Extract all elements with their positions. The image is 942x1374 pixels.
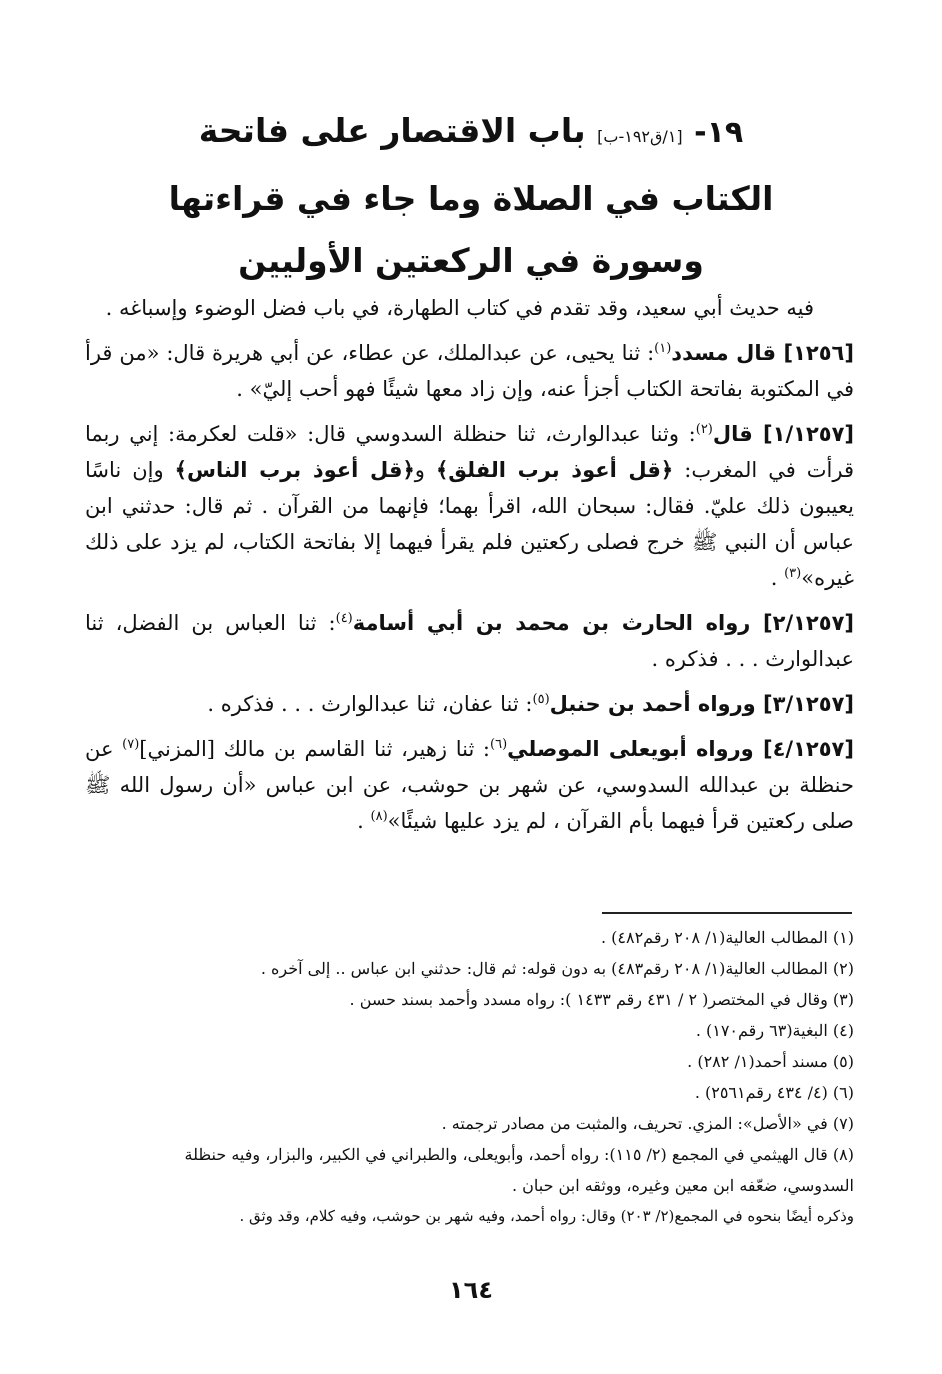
hadith-text: وإن ناسًا يعيبون ذلك عليّ. فقال: سبحان الله، اقرأ بهما؛ فإنهما من القرآن . ثم قال: حدثني ابن عباس أن النبي ﷺ خرج فصلى ركعتين فلم يقرأ فيهما إلا بفاتحة الكتاب، لم يزد على ذلك غيره» [85, 458, 854, 590]
chapter-title-part-2: الكتاب في الصلاة وما جاء في قراءتها [168, 179, 774, 218]
main-text [85, 290, 854, 848]
footnote-8: (٨) قال الهيثمي في المجمع (٢/ ١١٥): رواه أحمد، وأبويعلى، والطبراني في الكبير، والبزار، وفيه حنظلة [184, 1145, 854, 1164]
chapter-number: ١٩- [694, 115, 744, 150]
footnote-8-addendum: وذكره أيضًا بنحوه في المجمع(٢/ ٢٠٣) وقال: رواه أحمد، وفيه شهر بن حوشب، وفيه كلام، وقد وثق . [239, 1207, 854, 1225]
hadith-text: و [414, 458, 436, 482]
hadith-text: : وثنا عبدالوارث، ثنا حنظلة السدوسي قال: «قلت لعكرمة: إني ربما قرأت في المغرب: [85, 422, 854, 482]
footnote-5: (٥) مسند أحمد(١/ ٢٨٢) . [687, 1052, 854, 1071]
hadith-text: : ثنا زهير، ثنا القاسم بن مالك [المزني] [139, 737, 491, 761]
footnote-8-continuation: السدوسي، ضعّفه ابن معين وغيره، ووثقه ابن حبان . [511, 1176, 854, 1195]
hadith-text: عن حنظلة بن عبدالله السدوسي، عن شهر بن حوشب، عن ابن عباس «أن رسول الله ﷺ صلى ركعتين قرأ فيهما بأم القرآن ، لم يزد عليها شيئًا» [85, 737, 854, 833]
footnote-7: (٧) في «الأصل»: المزي. تحريف، والمثبت من مصادر ترجمته . [441, 1114, 854, 1133]
hadith-1257-3 [85, 686, 854, 722]
hadith-1257-1 [85, 416, 854, 596]
footnote-2: (٢) المطالب العالية(١/ ٢٠٨ رقم٤٨٣) به دون قوله: ثم قال: حدثني ابن عباس .. إلى آخره . [260, 959, 854, 978]
hadith-1256 [85, 335, 854, 407]
chapter-heading [160, 100, 782, 292]
hadith-text: . [357, 809, 371, 833]
page-number: ١٦٤ [449, 1276, 493, 1304]
footnote-ref: (٨) [370, 809, 388, 824]
hadith-text: : ثنا العباس بن الفضل، ثنا عبدالوارث . . . فذكره . [85, 611, 854, 671]
manuscript-reference: [١/ق١٩٢-ب] [597, 127, 683, 146]
footnote-4: (٤) البغية(٦٣ رقم١٧٠) . [695, 1021, 854, 1040]
hadith-text: : ثنا عفان، ثنا عبدالوارث . . . فذكره . [207, 692, 533, 716]
intro-paragraph: فيه حديث أبي سعيد، وقد تقدم في كتاب الطهارة، في باب فضل الوضوء وإسباغه . [105, 296, 814, 320]
footnote-ref: (٦) [490, 737, 508, 752]
footnote-ref: (٢) [695, 422, 713, 437]
chapter-title-part-1: باب الاقتصار على فاتحة [198, 111, 586, 150]
chapter-title-part-3: وسورة في الركعتين الأوليين [238, 241, 704, 280]
footnote-ref: (٣) [784, 566, 802, 581]
hadith-heading: [١/١٢٥٧] قال [712, 422, 855, 446]
footnote-ref: (٥) [532, 692, 550, 707]
hadith-text: . [770, 566, 785, 590]
footnote-ref: (١) [654, 341, 672, 356]
hadith-1257-2 [85, 605, 854, 677]
footnotes [90, 922, 854, 1232]
footnote-divider [602, 912, 852, 914]
hadith-text: : ثنا يحيى، عن عبدالملك، عن عطاء، عن أبي هريرة قال: «من قرأ في المكتوبة بفاتحة الكتاب أجزأ عنه، وإن زاد معها شيئًا فهو أحب إليّ» . [85, 341, 854, 401]
chapter-heading-line-1 [160, 100, 782, 168]
footnote-ref: (٤) [335, 611, 353, 626]
footnote-ref: (٧) [122, 737, 140, 752]
quran-quote: ﴿قل أعوذ برب الناس﴾ [174, 458, 415, 482]
quran-quote: ﴿قل أعوذ برب الفلق﴾ [435, 458, 674, 482]
hadith-heading: [٣/١٢٥٧] ورواه أحمد بن حنبل [549, 692, 854, 716]
footnote-6: (٦) (٤/ ٤٣٤ رقم٢٥٦١) . [694, 1083, 854, 1102]
hadith-heading: [٢/١٢٥٧] رواه الحارث بن محمد بن أبي أسامة [352, 611, 854, 635]
hadith-heading: [١٢٥٦] قال مسدد [671, 341, 854, 365]
footnote-1: (١) المطالب العالية(١/ ٢٠٨ رقم٤٨٢) . [600, 928, 854, 947]
hadith-1257-4 [85, 731, 854, 839]
footnote-3: (٣) وقال في المختصر( ٢ / ٤٣١ رقم ١٤٣٣ ): رواه مسدد وأحمد بسند حسن . [349, 990, 854, 1009]
hadith-heading: [٤/١٢٥٧] ورواه أبويعلى الموصلي [507, 737, 854, 761]
